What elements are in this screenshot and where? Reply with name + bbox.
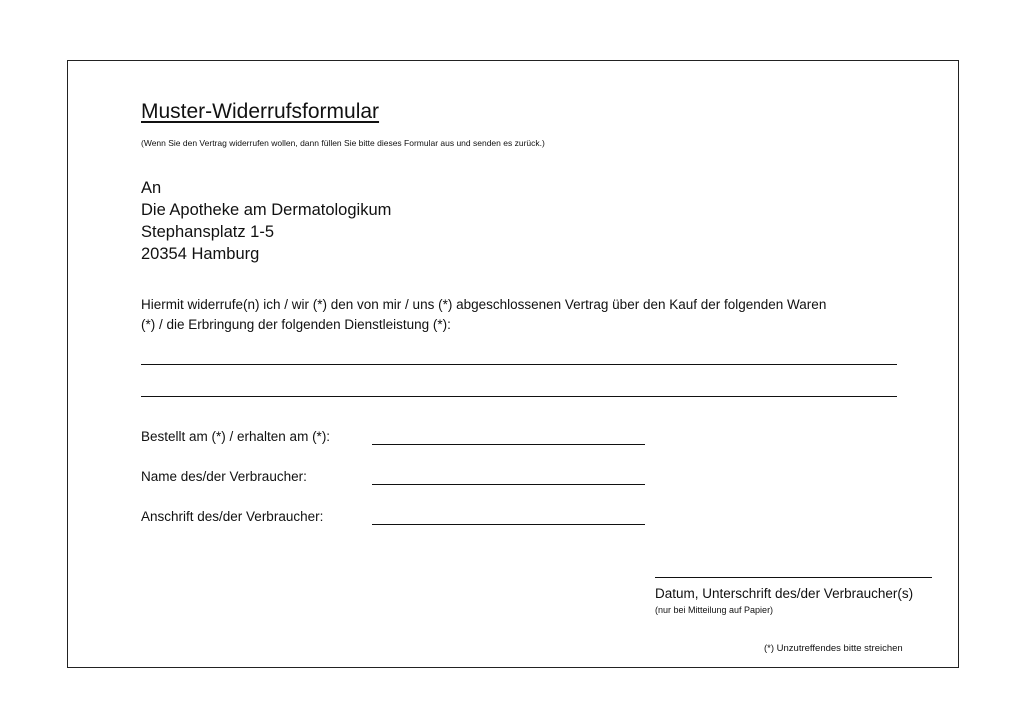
- recipient-name: Die Apotheke am Dermatologikum: [141, 201, 392, 219]
- signature-label: Datum, Unterschrift des/der Verbraucher(s): [655, 586, 914, 601]
- recipient-city: 20354 Hamburg: [141, 245, 260, 263]
- form-title: Muster-Widerrufsformular: [141, 100, 380, 123]
- recipient-salutation: An: [141, 179, 162, 197]
- consumer-name-input-line[interactable]: [372, 484, 645, 485]
- consumer-address-label: Anschrift des/der Verbraucher:: [141, 509, 324, 524]
- ordered-received-label: Bestellt am (*) / erhalten am (*):: [141, 429, 331, 444]
- recipient-street: Stephansplatz 1-5: [141, 223, 275, 241]
- ordered-received-input-line[interactable]: [372, 444, 645, 445]
- footnote: (*) Unzutreffendes bitte streichen: [764, 643, 903, 654]
- consumer-address-input-line[interactable]: [372, 524, 645, 525]
- form-instructions: (Wenn Sie den Vertrag widerrufen wollen, dann füllen Sie bitte dieses Formular aus und senden es zurück.): [141, 138, 545, 148]
- statement-line-1: Hiermit widerrufe(n) ich / wir (*) den von mir / uns (*) abgeschlossenen Vertrag über den Kauf der folgenden Waren: [141, 297, 827, 312]
- consumer-name-label: Name des/der Verbraucher:: [141, 469, 307, 484]
- goods-input-line-1[interactable]: [141, 364, 897, 365]
- goods-input-line-2[interactable]: [141, 396, 897, 397]
- statement-line-2: (*) / die Erbringung der folgenden Dienstleistung (*):: [141, 317, 451, 332]
- signature-note: (nur bei Mitteilung auf Papier): [655, 605, 774, 615]
- signature-input-line[interactable]: [655, 577, 932, 578]
